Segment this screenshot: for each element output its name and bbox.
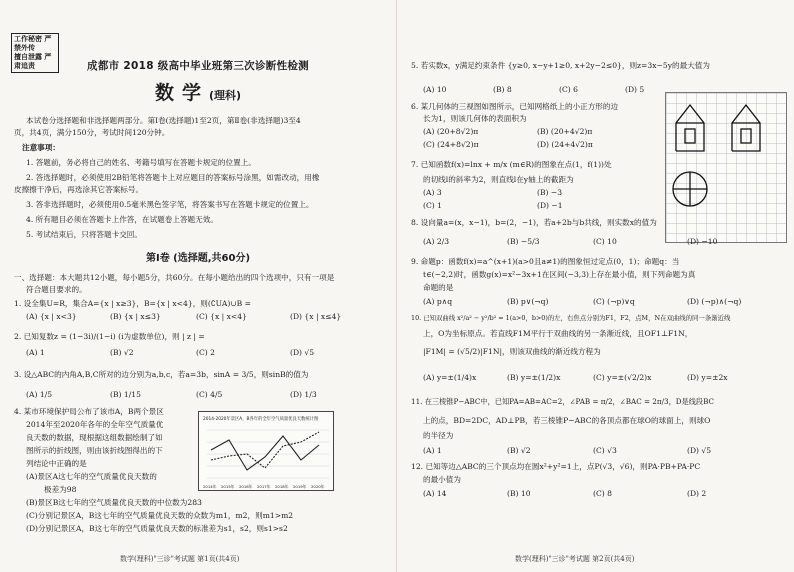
q4-year-2017: 2017年 [257, 484, 271, 489]
question-9-line-3: 命题的是 [423, 283, 454, 292]
question-6-option-b: (B) (20+4√2)π [537, 127, 593, 136]
q4-line-chart [198, 411, 334, 491]
question-8-stem: 8. 设向量a=(x，x−1)，b=(2，−1)，若a+2b与b共线，则实数x的值为 [411, 218, 657, 227]
page-2-footer: 数学(理科)"三诊"考试题 第2页(共4页) [515, 555, 635, 563]
three-view-figure [665, 92, 787, 243]
question-10-option-c: (C) y=±(√2/2)x [593, 373, 652, 382]
question-8-option-b: (B) −5/3 [507, 237, 540, 246]
question-10-option-d: (D) y=±2x [687, 373, 728, 382]
question-2-option-a: (A) 1 [26, 348, 45, 357]
three-view-svg [666, 93, 788, 244]
question-4-line-2: 2014年至2020年各年的全年空气质量优 [26, 420, 164, 429]
question-6-line-2: 长为1，则该几何体的表面积为 [423, 114, 527, 123]
question-7-line-2: 的切线l的斜率为2，则直线l在y轴上的截距为 [423, 175, 574, 184]
question-4-line-1: 4. 某市环境保护局公布了该市A，B两个景区 [14, 407, 164, 416]
question-1-option-c: (C) {x | x<4} [196, 312, 247, 321]
question-12-option-d: (D) 2 [687, 489, 707, 498]
q4-year-2015: 2015年 [221, 484, 235, 489]
question-11-option-b: (B) √2 [507, 446, 531, 455]
question-4-line-4: 图所示的折线图，则由该折线图得出的下 [26, 446, 163, 455]
question-4-line-5: 列结论中正确的是 [26, 459, 87, 468]
question-7-option-a: (A) 3 [423, 188, 442, 197]
exam-title: 成都市 2018 级高中毕业班第三次诊断性检测 [87, 60, 309, 72]
subject-heading [0, 78, 396, 105]
question-12-line-1: 12. 已知等边△ABC的三个顶点均在圆x²+y²=1上，点P(√3，√6)，则PA·PB+PA·PC [411, 462, 701, 471]
question-2-stem: 2. 已知复数z = (1−3i)/(1−i) (i为虚数单位)，则 | z | = [14, 332, 205, 341]
question-2-option-c: (C) 2 [196, 348, 215, 357]
section-title: 第Ⅰ卷 (选择题,共60分) [145, 253, 251, 264]
q4-year-2016: 2016年 [239, 484, 253, 489]
question-3-option-c: (C) 4/5 [196, 390, 223, 399]
question-12-option-b: (B) 10 [507, 489, 531, 498]
question-5-option-c: (C) 6 [559, 85, 578, 94]
question-12-option-c: (C) 8 [593, 489, 612, 498]
question-8-option-a: (A) 2/3 [423, 237, 450, 246]
note-2: 2. 答选择题时，必须使用2B铅笔将答题卡上对应题目的答案标号涂黑，如需改动，用橡 [26, 173, 320, 182]
question-11-option-c: (C) √3 [593, 446, 617, 455]
notes-title: 注意事项： [22, 143, 60, 152]
question-5-option-b: (B) 8 [493, 85, 512, 94]
q4-chart-svg [199, 412, 335, 492]
intro-line-2: 页，共4页，满分150分，考试时间120分钟。 [14, 128, 170, 137]
note-4: 4. 所有题目必须在答题卡上作答，在试题卷上答题无效。 [26, 215, 218, 224]
front-view-outline [676, 105, 704, 151]
question-3-stem: 3. 设△ABC的内角A,B,C所对的边分别为a,b,c，若a=3b，sinA = 3/5，则sinB的值为 [14, 370, 309, 379]
q4-chart-caption: 2014-2020年景区A，B各年的全年空气质量优良天数统计图 [203, 417, 319, 422]
question-1-option-a: (A) {x | x<3} [26, 312, 77, 321]
question-4-option-b: (B)景区B这七年的空气质量优良天数的中位数为283 [26, 498, 202, 507]
note-1: 1. 答题前，务必将自己的姓名、考籍号填写在答题卡规定的位置上。 [26, 158, 256, 167]
question-3-option-d: (D) 1/3 [290, 390, 317, 399]
page-1-footer: 数学(理科)"三诊"考试题 第1页(共4页) [120, 555, 240, 563]
question-9-option-c: (C) (¬p)∨q [593, 297, 635, 306]
question-1-stem: 1. 设全集U=R，集合A={x | x≥3}，B={x | x<4}，则(∁UA)∪B = [14, 299, 252, 308]
question-3-option-a: (A) 1/5 [26, 390, 53, 399]
question-9-option-b: (B) p∨(¬q) [507, 297, 549, 306]
note-2-cont: 皮擦擦干净后，再选涂其它答案标号。 [14, 185, 144, 194]
question-9-option-a: (A) p∧q [423, 297, 453, 306]
question-11-line-2: 上的点，BD=2DC，AD⊥PB，若三棱锥P−ABC的各顶点都在球O的球面上，则球O [423, 416, 711, 425]
question-4-option-d: (D)分别记景区A，B这七年的空气质量优良天数的标准差为s1，s2，则s1>s2 [26, 524, 288, 533]
question-11-line-3: 的半径为 [423, 431, 454, 440]
question-4-line-3: 良天数的数据，现根据这组数据绘制了如 [26, 433, 163, 442]
question-12-option-a: (A) 14 [423, 489, 447, 498]
question-9-line-1: 9. 命题p：函数f(x)=a^(x+1)(a>0且a≠1)的图象恒过定点(0，1)；命题q：当 [411, 257, 680, 266]
question-12-line-2: 的最小值为 [423, 475, 461, 484]
exam-page-2 [397, 0, 794, 572]
note-5: 5. 考试结束后，只将答题卡交回。 [26, 230, 142, 239]
q4-series-b-line [211, 432, 319, 468]
intro-line-1: 本试卷分选择题和非选择题两部分。第Ⅰ卷(选择题)1至2页，第Ⅱ卷(非选择题)3至4 [26, 116, 301, 125]
question-10-line-3: |F1M| = (√5/2)|F1N|，则该双曲线的渐近线方程为 [423, 347, 601, 356]
question-4-option-a: (A)景区A这七年的空气质量优良天数的 [26, 472, 157, 481]
question-6-option-a: (A) (20+8√2)π [423, 127, 479, 136]
question-7-line-1: 7. 已知函数f(x)=lnx + m/x (m∈R)的图象在点(1，f(1))处 [411, 160, 612, 169]
question-10-option-a: (A) y=±(1/4)x [423, 373, 477, 382]
stamp-line-2: 擅自泄露 严肃追责 [14, 53, 52, 70]
stamp-line-1: 工作秘密 严禁外传 [14, 35, 52, 52]
subject-name: 数学 [154, 82, 209, 104]
question-9-option-d: (D) (¬p)∧(¬q) [687, 297, 742, 306]
q4-year-2020: 2020年 [311, 484, 325, 489]
question-2-option-d: (D) √5 [290, 348, 315, 357]
question-4-option-c: (C)分别记景区A，B这七年的空气质量优良天数的众数为m1，m2，则m1>m2 [26, 511, 294, 520]
question-6-line-1: 6. 某几何体的三视图如图所示，已知网格纸上的小正方形的边 [411, 102, 619, 111]
question-7-option-d: (D) −1 [537, 201, 563, 210]
q4-year-2014: 2014年 [203, 484, 217, 489]
question-9-line-2: t∈(−2,2)时，函数g(x)=x²−3x+1在区间(−3,3)上存在最小值，则下列命题为真 [423, 270, 696, 279]
subject-note: (理科) [208, 89, 242, 102]
question-11-option-a: (A) 1 [423, 446, 442, 455]
front-view-window [685, 129, 695, 143]
side-view-outline [732, 105, 760, 151]
question-5-option-a: (A) 10 [423, 85, 447, 94]
note-3: 3. 答非选择题时，必须使用0.5毫米黑色签字笔，将答案书写在答题卡规定的位置上。 [26, 200, 314, 209]
question-5-option-d: (D) 5 [625, 85, 645, 94]
section-intro-1: 一、选择题：本大题共12小题，每小题5分，共60分。在每小题给出的四个选项中，只有一项是 [14, 273, 335, 282]
question-5-stem: 5. 若实数x，y满足约束条件 {y≥0, x−y+1≥0, x+2y−2≤0}，则z=3x−5y的最大值为 [411, 61, 710, 70]
question-10-option-b: (B) y=±(1/2)x [507, 373, 561, 382]
q4-series-a-line [211, 436, 319, 470]
section-intro-2: 符合题目要求的。 [26, 285, 87, 294]
question-7-option-b: (B) −3 [537, 188, 563, 197]
question-6-option-d: (D) (24+4√2)π [537, 140, 593, 149]
q4-year-2019: 2019年 [293, 484, 307, 489]
question-2-option-b: (B) √2 [110, 348, 134, 357]
q4-year-2018: 2018年 [275, 484, 289, 489]
question-10-line-1: 10. 已知双曲线 x²/a² − y²/b² = 1(a>0，b>0)的左，右焦点分别为F1，F2，点M，N在双曲线的同一条渐近线 [411, 314, 731, 322]
question-11-line-1: 11. 在三棱锥P−ABC中，已知PA=AB=AC=2，∠PAB = π/2，∠BAC = 2π/3，D是线段BC [411, 397, 715, 406]
question-10-line-2: 上，O为坐标原点。若直线F1M平行于双曲线的另一条渐近线，且OF1⊥F1N， [423, 329, 693, 338]
question-8-option-c: (C) 10 [593, 237, 617, 246]
question-4-option-a-cont: 极差为98 [44, 485, 77, 494]
question-1-option-b: (B) {x | x≤3} [110, 312, 161, 321]
question-7-option-c: (C) 1 [423, 201, 442, 210]
question-6-option-c: (C) (24+8√2)π [423, 140, 479, 149]
question-11-option-d: (D) √5 [687, 446, 712, 455]
question-3-option-b: (B) 1/15 [110, 390, 141, 399]
question-8-option-d: (D) −10 [687, 237, 718, 246]
question-1-option-d: (D) {x | x≤4} [290, 312, 342, 321]
side-view-window [741, 129, 751, 143]
